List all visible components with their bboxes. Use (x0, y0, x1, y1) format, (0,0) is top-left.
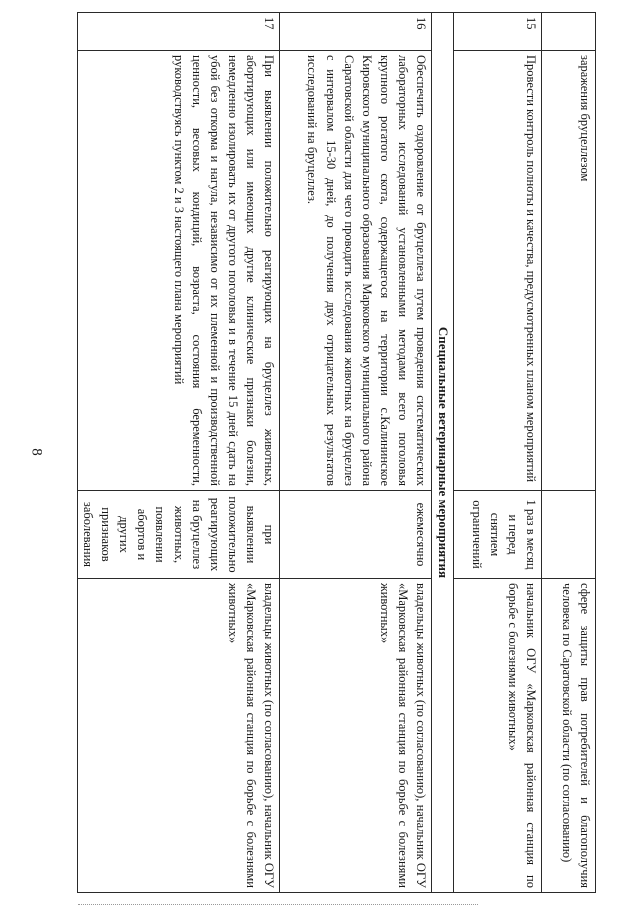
row-number (542, 13, 596, 51)
term-cell: при выявлении положительно реагирующих на бруцеллез животных, появлении абортов и других признаков заболевания (77, 491, 279, 579)
section-title: Специальные ветеринарные мероприятия (432, 13, 454, 893)
rotated-page-content (76, 12, 596, 892)
term-cell: 1 раз в месяц и перед снятием ограничений (454, 491, 542, 579)
action-cell: Провести контроль полноты и качества, предусмотренных планом мероприятий (454, 51, 542, 491)
responsible-cell: начальник ОГУ «Марковская районная станция по борьбе с болезнями животных» (454, 579, 542, 893)
term-cell: ежемесячно (280, 491, 432, 579)
responsible-cell: сфере защиты прав потребителей и благополучия человека по Саратовской области (по согласованию) (542, 579, 596, 893)
table-row (77, 13, 279, 893)
page-number: 8 (28, 448, 45, 456)
responsible-cell: владельцы животных (по согласованию), начальник ОГУ «Марковская районная станция по борьбе с болезнями животных» (77, 579, 279, 893)
section-row (432, 13, 454, 893)
table-row (454, 13, 542, 893)
row-number: 15 (454, 13, 542, 51)
row-number: 16 (280, 13, 432, 51)
scan-edge-line (78, 901, 478, 905)
table-row (542, 13, 596, 893)
responsible-cell: владельцы животных (по согласованию), начальник ОГУ «Марковская районная станция по борьбе с болезнями животных» (280, 579, 432, 893)
action-cell: заражения бруцеллезом (542, 51, 596, 491)
row-number: 17 (77, 13, 279, 51)
action-cell: При выявлении положительно реагирующих на бруцеллез животных, абортирующих или имеющих другие клинические признаки болезни, немедленно изолировать их от другого поголовья и в течение 15 дней сдать на убой без откорма и нагула, независимо от их племенной и производственной ценности, весовых кондиций, возраста, состояния беременности, руководствуясь пунктом 2 и 3 настоящего плана мероприятий (77, 51, 279, 491)
term-cell (542, 491, 596, 579)
action-cell: Обеспечить оздоровление от бруцеллеза путем проведения систематических лабораторных исследований установленными методами всего поголовья крупного рогатого скота, содержащегося на территории с.Калининское Кировского муниципального образования Марковского муниципального района Саратовской области для чего проводить исследования животных на бруцеллез с интервалом 15-30 дней, до получения двух отрицательных результатов исследований на бруцеллез. (280, 51, 432, 491)
measures-table (77, 12, 596, 893)
table-row (280, 13, 432, 893)
